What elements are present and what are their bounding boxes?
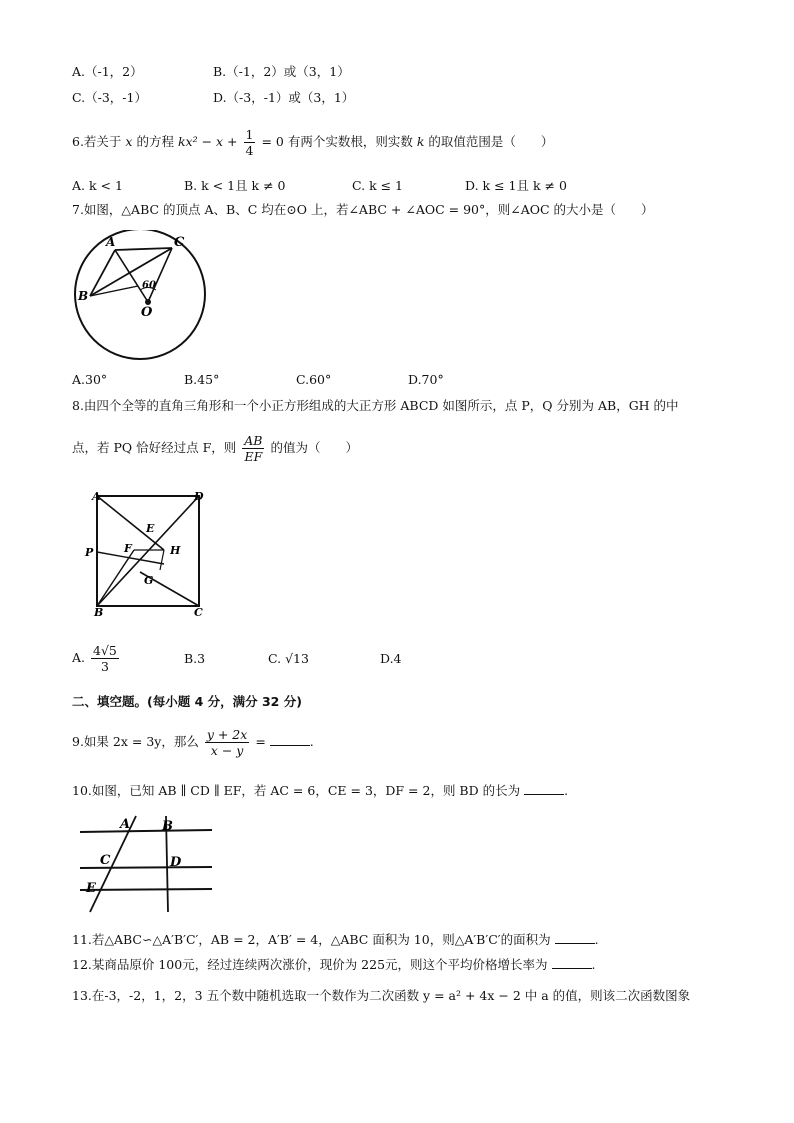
q11-stem: 11.若△ABC∽△A′B′C′，AB = 2，A′B′ = 4，△ABC 面积为 10，则△A′B′C′的面积为 [72,932,551,947]
q6-option-d: D. k ≤ 1且 k ≠ 0 [465,178,567,193]
q6-option-c: C. k ≤ 1 [352,178,404,193]
q7-option-b: B.45° [184,372,220,387]
q8-option-a-den: 3 [100,659,109,674]
q5-option-a: A.（-1，2） [72,64,143,79]
q6-option-b: B. k < 1且 k ≠ 0 [184,178,286,193]
q8-label-p: P [85,546,94,559]
section-title: 二、填空题。(每小题 4 分，满分 32 分) [72,694,302,709]
q8-label-d: D [194,490,204,503]
q9-end: . [309,734,314,749]
q8-option-a [72,640,121,676]
q6-eq-left: kx² − x + [177,134,238,149]
q7-stem: 7.如图，△ABC 的顶点 A、B、C 均在⊙O 上，若∠ABC + ∠AOC = 90°，则∠AOC 的大小是（ ） [72,202,654,217]
q9-frac-den: x − y [210,743,244,758]
q7-label-o: O [141,305,153,320]
q10-label-a: A [120,817,131,832]
q10-parallel-lines-figure [76,812,216,916]
q8-label-b: B [94,606,104,619]
q7-circle-figure [70,230,215,362]
q6-stem [72,124,553,160]
q10-label-e: E [86,881,96,896]
q10-label-d: D [170,855,182,870]
q8-option-a-prefix: A. [72,650,86,665]
q7-option-c: C.60° [296,372,332,387]
q8-option-d: D.4 [380,651,402,666]
q8-line2 [72,428,358,468]
q6-var-k: k [416,134,425,149]
q12-stem-line [72,956,596,973]
q8-label-e: E [146,522,155,535]
q9-fraction [205,727,250,758]
q5-option-d: D.（-3，-1）或（3，1） [213,90,355,105]
q8-label-a: A [92,490,101,503]
q6-suffix2: 的取值范围是（ ） [428,134,554,149]
q6-frac-num: 1 [245,127,254,142]
q7-label-b: B [78,289,89,303]
q10-stem-line [72,782,568,799]
q9-answer-blank[interactable] [270,733,310,746]
q8-option-c: C. √13 [268,651,309,666]
q12-end: . [591,957,596,972]
q6-option-a: A. k < 1 [72,178,123,193]
q9-suffix: = [255,734,266,749]
q7-option-a: A.30° [72,372,108,387]
q5-option-c: C.（-3，-1） [72,90,147,105]
q8-label-h: H [170,544,181,557]
q8-frac-num: AB [244,433,263,448]
q8-option-a-num: 4√5 [93,643,117,658]
q7-label-angle: 60 [142,280,156,291]
q6-frac-den: 4 [245,143,254,158]
q12-answer-blank[interactable] [552,956,592,969]
q9-prefix: 9.如果 2x = 3y，那么 [72,734,199,749]
q10-stem: 10.如图，已知 AB ∥ CD ∥ EF，若 AC = 6，CE = 3，DF = 2，则 BD 的长为 [72,783,521,798]
q6-prefix: 6.若关于 [72,134,122,149]
q7-option-d: D.70° [408,372,444,387]
q5-option-b: B.（-1，2）或（3，1） [213,64,350,79]
q13-stem: 13.在-3，-2，1，2，3 五个数中随机选取一个数作为二次函数 y = a² + 4x − 2 中 a 的值，则该二次函数图象 [72,988,691,1003]
q6-var-x: x [125,134,133,149]
q8-line2-suffix: 的值为（ ） [270,440,358,455]
q8-label-g: G [144,574,154,587]
q10-label-c: C [100,853,111,868]
q6-mid: 的方程 [136,134,174,149]
q6-fraction [244,127,256,158]
q7-label-c: C [174,235,185,250]
q10-answer-blank[interactable] [524,782,564,795]
q8-line1: 8.由四个全等的直角三角形和一个小正方形组成的大正方形 ABCD 如图所示，点 P，Q 分别为 AB，GH 的中 [72,398,679,413]
q8-fraction [242,433,264,464]
q8-option-b: B.3 [184,651,206,666]
q8-label-f: F [124,542,132,555]
q8-line2-prefix: 点，若 PQ 恰好经过点 F，则 [72,440,237,455]
q8-option-a-fraction [91,643,119,674]
q6-suffix1: 有两个实数根，则实数 [287,134,413,149]
q9-frac-num: y + 2x [206,727,248,742]
q11-stem-line [72,931,599,948]
q10-label-b: B [162,819,173,834]
q9-stem [72,724,314,760]
q8-frac-den: EF [244,449,263,464]
q12-stem: 12.某商品原价 100元，经过连续两次涨价，现价为 225元，则这个平均价格增长率为 [72,957,548,972]
q6-eq-right: = 0 [261,134,284,149]
q8-label-c: C [194,606,203,619]
q11-end: . [594,932,599,947]
q7-label-a: A [106,235,116,249]
q11-answer-blank[interactable] [555,931,595,944]
q8-square-figure [82,486,214,620]
q10-end: . [564,783,569,798]
